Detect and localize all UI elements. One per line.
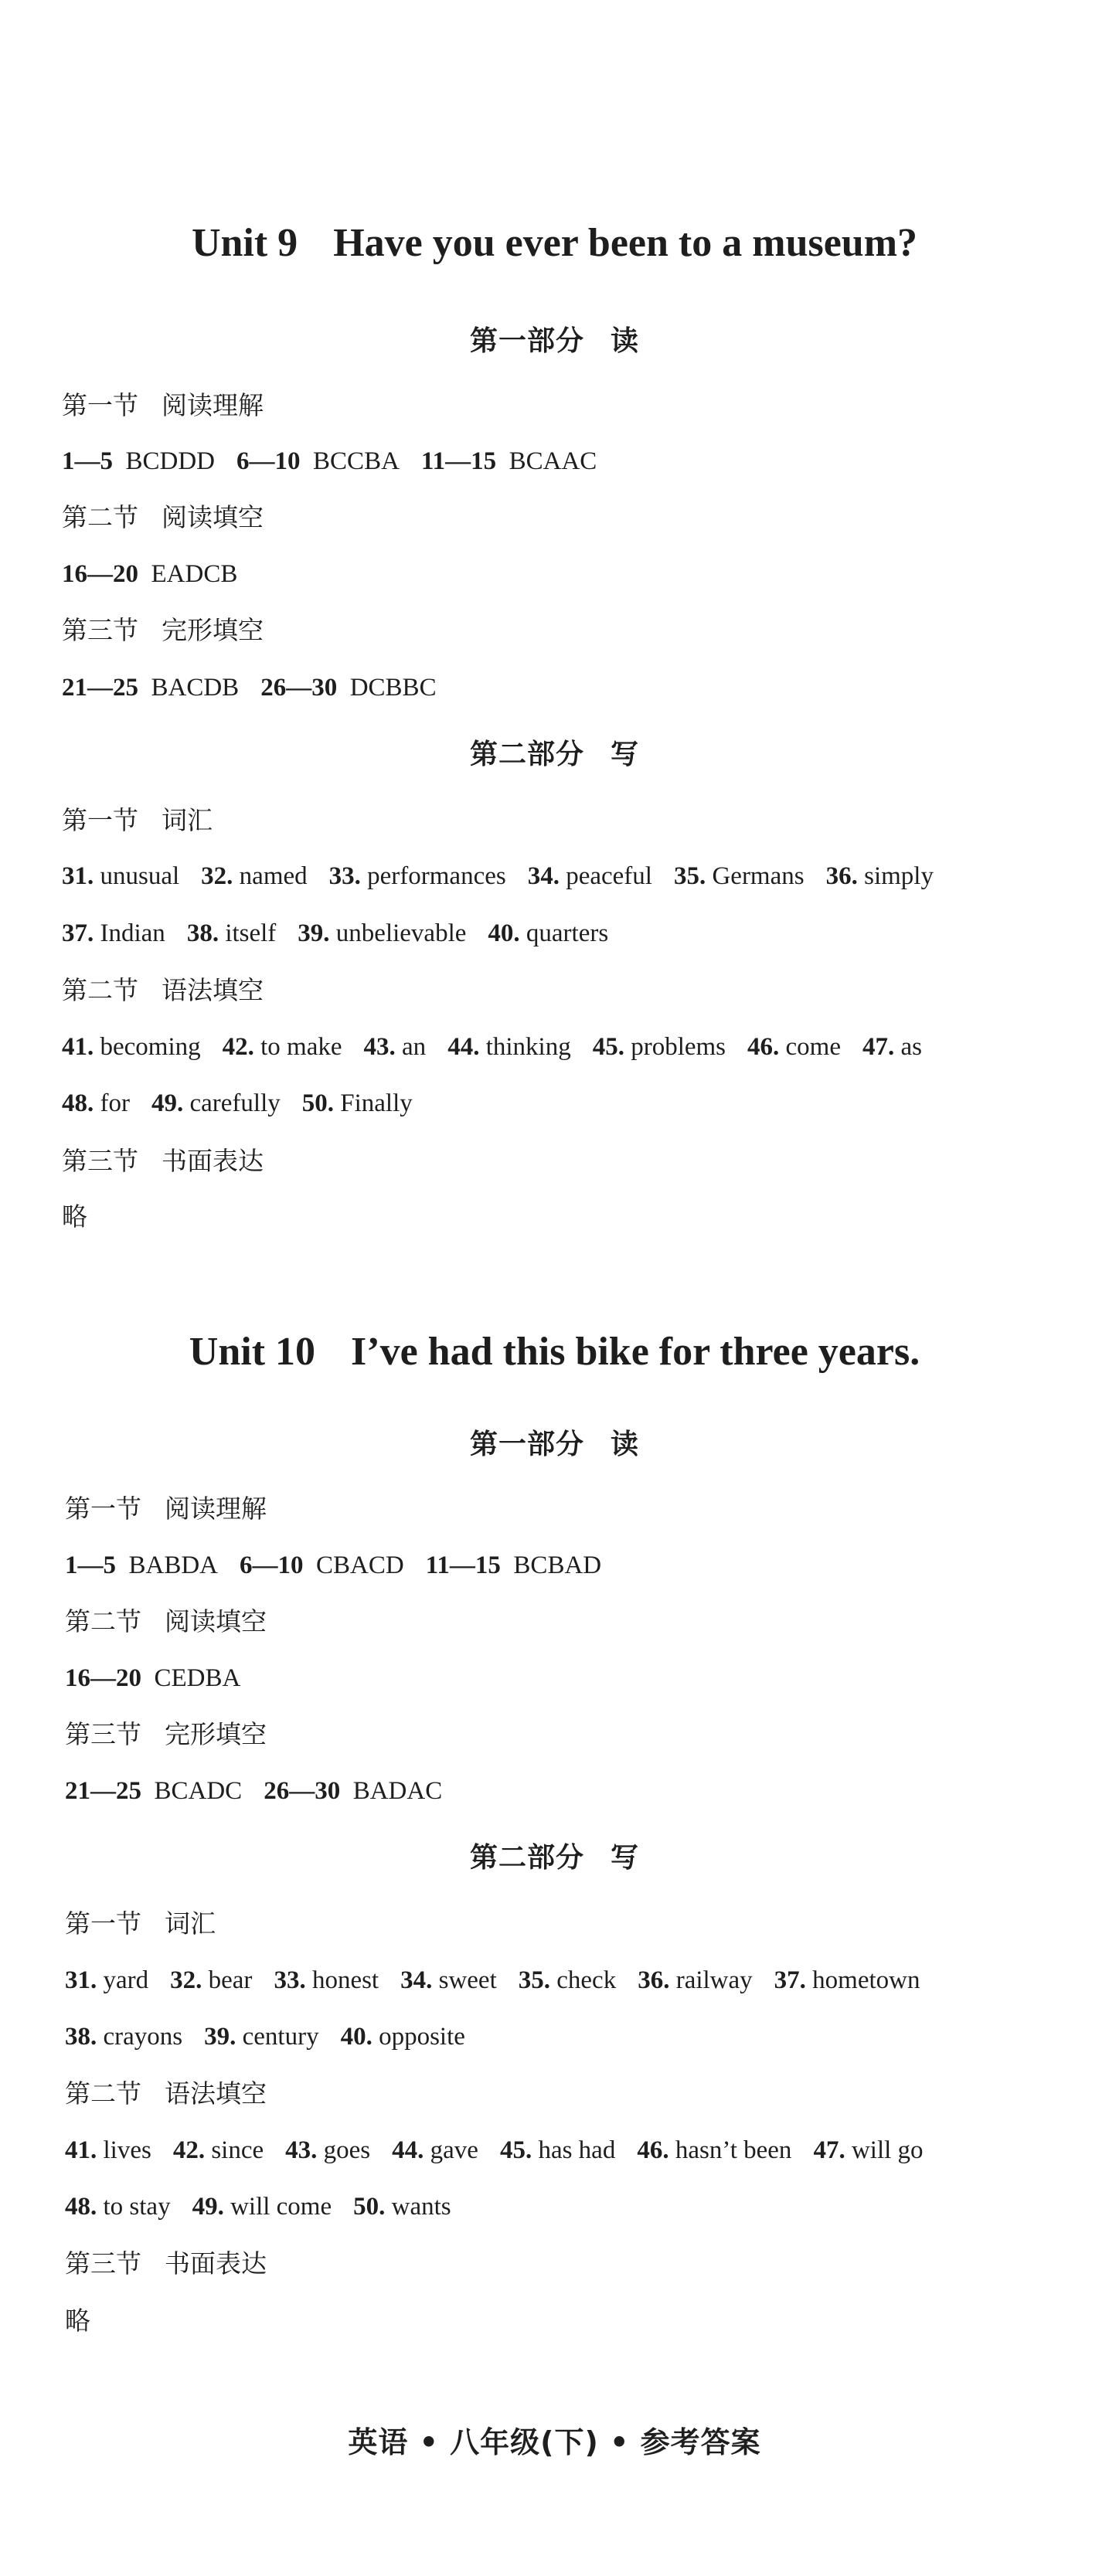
question-number: 47. xyxy=(813,2136,845,2164)
part-name: 写 xyxy=(611,739,640,770)
answer-word: hometown xyxy=(812,1966,920,1994)
question-number: 31. xyxy=(65,1966,97,1994)
answer-word: Indian xyxy=(100,919,165,947)
answers: BCBAD xyxy=(513,1551,602,1579)
answer-word: crayons xyxy=(103,2023,183,2051)
section-label: 第二节 xyxy=(65,2078,141,2109)
writing-answer: 略 xyxy=(65,2306,90,2336)
section-heading xyxy=(62,615,264,646)
answer-word: railway xyxy=(675,1966,753,1994)
question-number: 49. xyxy=(151,1089,184,1117)
section-label: 第三节 xyxy=(65,2248,141,2279)
question-number: 33. xyxy=(328,862,361,890)
section-label: 第三节 xyxy=(62,1146,138,1176)
section-heading xyxy=(62,390,264,421)
section-heading xyxy=(65,1494,267,1524)
question-number: 37. xyxy=(774,1966,806,1994)
question-range: 26—30 xyxy=(260,674,338,702)
question-number: 45. xyxy=(499,2136,532,2164)
answer-word: century xyxy=(242,2023,319,2051)
answer-word: gave xyxy=(430,2136,478,2164)
part-name: 写 xyxy=(611,1842,640,1874)
question-range: 16—20 xyxy=(65,1664,141,1692)
answers: BCAAC xyxy=(509,447,597,475)
section-heading xyxy=(65,1908,216,1939)
question-number: 38. xyxy=(186,919,219,947)
section-label: 第一节 xyxy=(62,805,138,835)
question-number: 46. xyxy=(637,2136,669,2164)
section-name: 词汇 xyxy=(162,805,213,835)
question-number: 32. xyxy=(170,1966,202,1994)
question-number: 45. xyxy=(592,1033,624,1061)
unit-9-heading xyxy=(0,220,1109,267)
question-number: 48. xyxy=(65,2193,97,2221)
section-heading xyxy=(65,1719,267,1750)
question-number: 43. xyxy=(363,1033,396,1061)
question-number: 40. xyxy=(488,919,520,947)
writing-answer: 略 xyxy=(62,1201,87,1232)
unit-title: Have you ever been to a museum? xyxy=(333,221,918,265)
vocab-row xyxy=(62,918,608,949)
question-range: 6—10 xyxy=(236,447,301,475)
question-number: 39. xyxy=(298,919,330,947)
answer-word: lives xyxy=(103,2136,151,2164)
question-number: 37. xyxy=(62,919,94,947)
answers: EADCB xyxy=(151,560,238,588)
answer-word: hasn’t been xyxy=(675,2136,792,2164)
vocab-row xyxy=(65,2021,465,2052)
question-number: 46. xyxy=(747,1033,780,1061)
question-number: 32. xyxy=(201,862,233,890)
question-number: 42. xyxy=(222,1033,254,1061)
answer-word: peaceful xyxy=(566,862,652,890)
answer-word: simply xyxy=(864,862,934,890)
section-heading xyxy=(62,502,264,533)
question-number: 42. xyxy=(172,2136,206,2164)
part-heading-write xyxy=(0,1841,1109,1875)
section-name: 词汇 xyxy=(165,1908,216,1939)
section-label: 第三节 xyxy=(65,1719,141,1749)
answer-word: unusual xyxy=(100,862,180,890)
question-number: 38. xyxy=(65,2023,97,2051)
answer-word: Germans xyxy=(712,862,805,890)
unit-title: I’ve had this bike for three years. xyxy=(351,1330,920,1374)
grammar-row xyxy=(62,1031,922,1062)
question-range: 6—10 xyxy=(240,1551,304,1579)
answers: BCADC xyxy=(154,1777,243,1805)
section-heading xyxy=(65,2248,267,2279)
unit-10-heading xyxy=(0,1329,1109,1375)
section-name: 完形填空 xyxy=(162,615,264,645)
answer-word: yard xyxy=(103,1966,149,1994)
question-number: 35. xyxy=(518,1966,550,1994)
question-number: 49. xyxy=(192,2193,224,2221)
part-name: 读 xyxy=(611,1429,640,1460)
answers: BCDDD xyxy=(125,447,216,475)
answer-word: becoming xyxy=(100,1033,201,1061)
section-heading xyxy=(62,805,213,836)
question-number: 31. xyxy=(62,862,94,890)
answer-word: unbelievable xyxy=(335,919,467,947)
answer-word: check xyxy=(556,1966,617,1994)
section-name: 阅读填空 xyxy=(162,502,264,532)
section-heading xyxy=(65,1606,267,1637)
part-label: 第二部分 xyxy=(469,1842,584,1874)
question-range: 1—5 xyxy=(62,447,113,475)
section-name: 完形填空 xyxy=(165,1719,267,1749)
question-range: 21—25 xyxy=(65,1777,141,1805)
answer-word: bear xyxy=(208,1966,253,1994)
section-heading xyxy=(65,2078,267,2109)
section-label: 第二节 xyxy=(62,975,138,1005)
answer-word: to stay xyxy=(103,2193,171,2221)
part-name: 读 xyxy=(611,325,640,357)
answer-word: since xyxy=(211,2136,264,2164)
answer-word: has had xyxy=(538,2136,616,2164)
question-number: 34. xyxy=(527,862,560,890)
part-label: 第一部分 xyxy=(469,325,584,357)
answer-word: to make xyxy=(260,1033,342,1061)
answer-word: quarters xyxy=(526,919,609,947)
answers: DCBBC xyxy=(349,674,437,702)
page-footer: 英语 • 八年级(下) • 参考答案 xyxy=(348,2425,761,2459)
section-label: 第一节 xyxy=(65,1908,141,1939)
answer-row xyxy=(65,1776,442,1806)
answer-word: Finally xyxy=(340,1089,413,1117)
question-number: 44. xyxy=(447,1033,480,1061)
question-number: 40. xyxy=(340,2023,373,2051)
part-label: 第一部分 xyxy=(469,1429,584,1460)
question-number: 50. xyxy=(353,2193,386,2221)
question-range: 11—15 xyxy=(420,447,497,475)
question-range: 26—30 xyxy=(264,1777,341,1805)
section-label: 第三节 xyxy=(62,615,138,645)
grammar-row xyxy=(65,2191,451,2222)
question-number: 41. xyxy=(62,1033,94,1061)
section-heading xyxy=(62,1146,264,1177)
grammar-row xyxy=(62,1088,413,1119)
section-label: 第二节 xyxy=(65,1606,141,1636)
grammar-row xyxy=(65,2135,924,2166)
answer-word: sweet xyxy=(438,1966,497,1994)
section-name: 阅读理解 xyxy=(165,1494,267,1524)
answers: BACDB xyxy=(151,674,240,702)
question-number: 33. xyxy=(274,1966,306,1994)
answer-word: come xyxy=(785,1033,841,1061)
answer-word: carefully xyxy=(189,1089,281,1117)
part-heading-read xyxy=(0,325,1109,359)
question-number: 41. xyxy=(65,2136,97,2164)
vocab-row xyxy=(65,1965,920,1996)
part-label: 第二部分 xyxy=(469,739,584,770)
question-number: 48. xyxy=(62,1089,94,1117)
answer-word: as xyxy=(900,1033,922,1061)
answer-row xyxy=(65,1550,601,1581)
section-name: 阅读填空 xyxy=(165,1606,267,1636)
question-number: 35. xyxy=(673,862,706,890)
answer-word: will come xyxy=(230,2193,332,2221)
question-range: 1—5 xyxy=(65,1551,116,1579)
answer-word: goes xyxy=(323,2136,371,2164)
answers: BCCBA xyxy=(313,447,400,475)
section-name: 书面表达 xyxy=(162,1146,264,1176)
answer-word: for xyxy=(100,1089,130,1117)
question-number: 39. xyxy=(204,2023,236,2051)
answer-row xyxy=(62,446,597,477)
answers: BADAC xyxy=(352,1777,443,1805)
question-number: 44. xyxy=(392,2136,424,2164)
section-name: 语法填空 xyxy=(162,975,264,1005)
answer-word: thinking xyxy=(485,1033,571,1061)
question-number: 36. xyxy=(638,1966,670,1994)
question-number: 47. xyxy=(862,1033,895,1061)
part-heading-write xyxy=(0,738,1109,772)
answer-word: problems xyxy=(631,1033,726,1061)
answer-word: an xyxy=(402,1033,427,1061)
section-name: 书面表达 xyxy=(165,2248,267,2279)
section-name: 阅读理解 xyxy=(162,390,264,420)
answer-word: itself xyxy=(225,919,277,947)
question-range: 21—25 xyxy=(62,674,138,702)
answer-row xyxy=(62,559,237,590)
answer-word: named xyxy=(239,862,308,890)
question-number: 43. xyxy=(285,2136,318,2164)
answer-word: wants xyxy=(391,2193,451,2221)
question-number: 36. xyxy=(825,862,858,890)
answers: CEDBA xyxy=(154,1664,241,1692)
question-range: 11—15 xyxy=(425,1551,501,1579)
vocab-row xyxy=(62,861,934,892)
question-range: 16—20 xyxy=(62,560,138,588)
section-label: 第二节 xyxy=(62,502,138,532)
question-number: 50. xyxy=(301,1089,334,1117)
section-name: 语法填空 xyxy=(165,2078,267,2109)
unit-number: Unit 10 xyxy=(189,1330,316,1374)
unit-number: Unit 9 xyxy=(191,221,298,265)
answers: CBACD xyxy=(316,1551,404,1579)
section-label: 第一节 xyxy=(62,390,138,420)
question-number: 34. xyxy=(400,1966,433,1994)
answers: BABDA xyxy=(128,1551,219,1579)
part-heading-read xyxy=(0,1428,1109,1462)
answer-word: opposite xyxy=(379,2023,465,2051)
answer-row xyxy=(65,1663,240,1694)
answer-row xyxy=(62,672,437,703)
answer-word: will go xyxy=(851,2136,924,2164)
section-heading xyxy=(62,975,264,1006)
answer-word: performances xyxy=(367,862,506,890)
section-label: 第一节 xyxy=(65,1494,141,1524)
answer-word: honest xyxy=(311,1966,379,1994)
